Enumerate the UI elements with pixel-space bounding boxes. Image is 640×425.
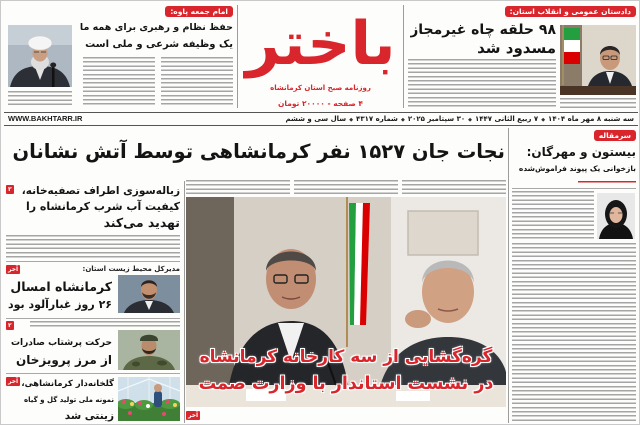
body-text <box>408 59 556 109</box>
body-text <box>6 235 180 259</box>
editorial-column <box>510 127 638 424</box>
story-divider <box>512 188 636 189</box>
story-headline-line: تهدید می‌کند <box>103 215 180 230</box>
story-divider <box>6 318 180 319</box>
story-headline-line: ۹۸ حلقه چاه غیرمجاز <box>410 22 556 38</box>
column-rule <box>184 181 185 423</box>
photo-caption-line: گره‌گشایی از سه کارخانه کرمانشاه <box>199 347 493 367</box>
body-text <box>402 180 506 195</box>
story-divider <box>6 373 180 374</box>
editorial-title-line: بیستون و مهرگان: <box>526 145 636 159</box>
author-photo <box>597 193 635 239</box>
top-right-story <box>406 3 638 109</box>
page-ref-badge: آخر <box>8 378 19 385</box>
page-ref-badge: آخر <box>188 412 199 419</box>
masthead <box>239 3 402 111</box>
column-rule <box>403 5 404 108</box>
body-text <box>30 321 180 327</box>
newspaper-logo: باختر <box>245 9 396 79</box>
body-text <box>294 180 398 195</box>
story-divider <box>6 261 180 262</box>
body-text <box>83 57 155 107</box>
newspaper-tagline: روزنامه صبح استان کرمانشاه <box>270 84 371 92</box>
story-headline-line: حفظ نظام و رهبری برای همه ما <box>79 22 233 33</box>
body-text <box>8 91 72 107</box>
body-text <box>560 98 636 108</box>
body-text <box>512 243 636 421</box>
page-ref-badge: آخر <box>8 266 19 273</box>
left-column <box>4 179 182 424</box>
main-headline: نجات جان ۱۵۲۷ نفر کرمانشاهی توسط آتش نشانان <box>12 140 505 163</box>
date-bar <box>4 112 638 126</box>
story-kicker: امام جمعه پاوه: <box>165 6 233 17</box>
body-text <box>161 57 233 107</box>
dateline-volume: ◆ سال سی و ششم <box>285 113 356 125</box>
story-kicker: مدیرکل محیط زیست استان: <box>82 265 180 273</box>
greenhouse-photo <box>118 377 180 421</box>
story-headline-line: کرمانشاه امسال <box>10 279 112 294</box>
top-left-story <box>4 3 235 109</box>
prosecutor-photo <box>560 25 636 95</box>
dateline-gregorian-date: ◆ ۳۰ سپتامبر ۲۰۲۵ <box>408 113 475 125</box>
dateline-issue-number: ◆ شماره ۴۳۱۷ <box>356 113 408 125</box>
story-headline-line: از مرز پرویزخان <box>16 353 112 367</box>
website-url: WWW.BAKHTARR.IR <box>8 114 83 123</box>
story-headline-line: زباله‌سوزی اطراف تصفیه‌خانه، <box>21 185 180 197</box>
dateline <box>114 113 634 125</box>
author-byline <box>578 181 636 185</box>
military-officer-photo <box>118 330 180 370</box>
dateline-solar-date: سه شنبه ۸ مهر ماه ۱۴۰۴ <box>548 115 634 123</box>
story-headline-line: نمونه ملی تولید گل و گیاه <box>24 396 114 404</box>
story-kicker: دادستان عمومی و انقلاب استان: <box>505 6 636 17</box>
story-headline-line: گلخانه‌دار کرمانشاهی، <box>21 379 114 389</box>
column-rule <box>237 5 238 108</box>
page-ref-badge: ۳ <box>8 186 12 193</box>
story-headline-line: ۲۶ روز غبارآلود بود <box>8 298 112 311</box>
story-headline-line: مسدود شد <box>477 40 556 57</box>
cleric-photo <box>8 25 72 87</box>
story-headline-line: کیفیت آب شرب کرمانشاه را <box>25 200 180 213</box>
lead-photo-story <box>186 179 506 424</box>
story-headline-line: یک وظیفه شرعی و ملی است <box>85 39 233 50</box>
editorial-kicker: سرمقاله <box>594 130 636 141</box>
editorial-title-line: بازخوانی یک پیوند فراموش‌شده <box>518 164 636 173</box>
body-text <box>512 191 594 241</box>
official-photo <box>118 275 180 313</box>
page-ref-badge: ۲ <box>8 322 12 329</box>
column-rule <box>508 128 509 423</box>
story-headline-line: زینتی شد <box>64 410 114 422</box>
photo-caption-line: در نشست استاندار با وزارت صمت <box>198 374 494 394</box>
issue-price: ۴ صفحه - ۲۰۰۰۰ تومان <box>277 99 363 108</box>
body-text <box>186 180 290 195</box>
story-headline-line: حرکت پرشتاب صادرات <box>10 338 112 348</box>
dateline-lunar-date: ◆ ۷ ربیع الثانی ۱۴۴۷ <box>475 113 548 125</box>
